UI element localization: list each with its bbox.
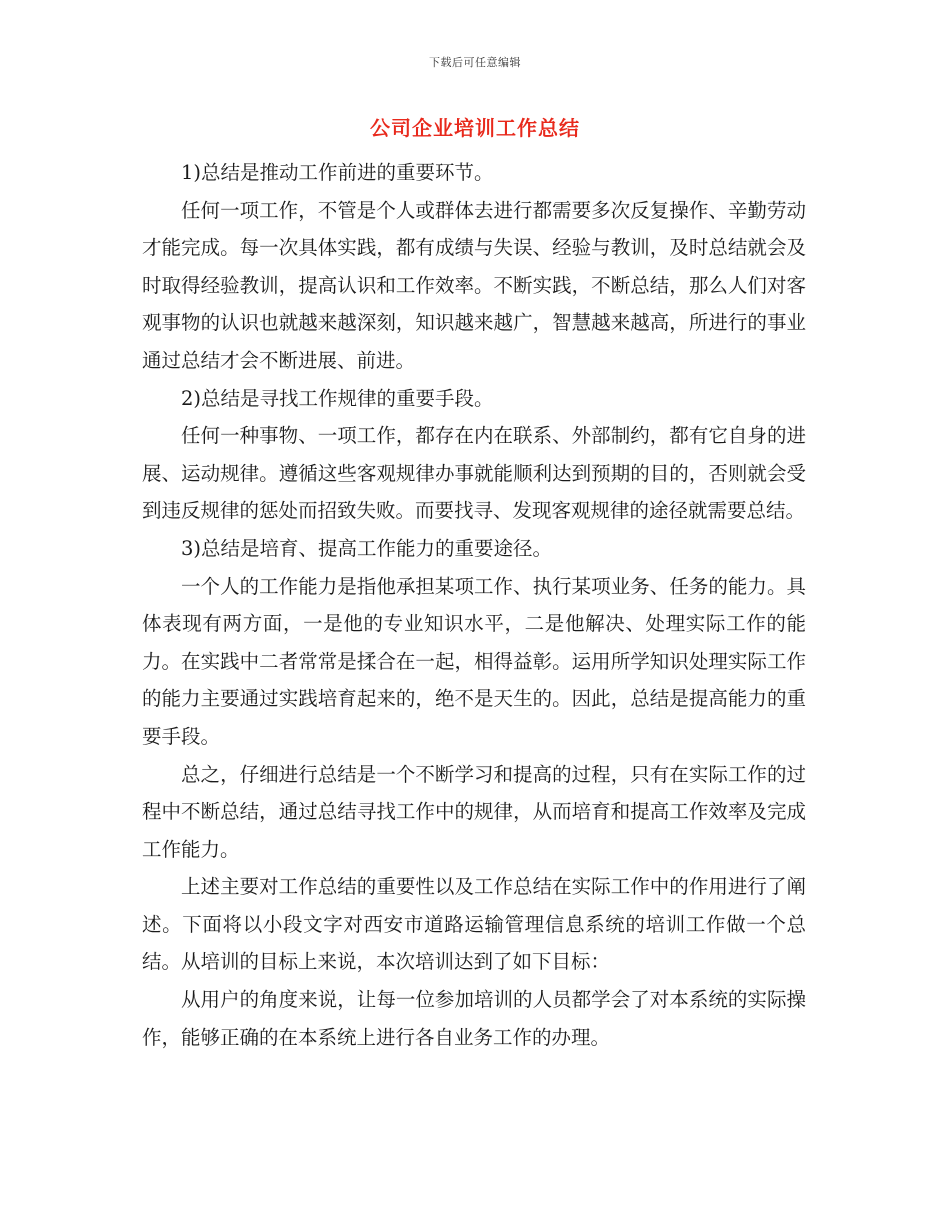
header-note: 下载后可任意编辑 bbox=[429, 56, 521, 69]
paragraph-8: 上述主要对工作总结的重要性以及工作总结在实际工作中的作用进行了阐述。下面将以小段文字对西安市道路运输管理信息系统的培训工作做一个总结。从培训的目标上来说，本次培训达到了如下目标： bbox=[142, 875, 806, 974]
paragraph-1: 1)总结是推动工作前进的重要环节。 bbox=[181, 161, 494, 184]
paragraph-2: 任何一项工作，不管是个人或群体去进行都需要多次反复操作、辛勤劳动才能完成。每一次具体实践，都有成绩与失误、经验与教训，及时总结就会及时取得经验教训，提高认识和工作效率。不断实践，不断总结，那么人们对客观事物的认识也就越来越深刻，知识越来越广，智慧越来越高，所进行的事业通过总结才会不断进展、前进。 bbox=[142, 198, 806, 372]
paragraph-6: 一个人的工作能力是指他承担某项工作、执行某项业务、任务的能力。具体表现有两方面，一是他的专业知识水平，二是他解决、处理实际工作的能力。在实践中二者常常是揉合在一起，相得益彰。运用所学知识处理实际工作的能力主要通过实践培育起来的，绝不是天生的。因此，总结是提高能力的重要手段。 bbox=[142, 574, 806, 748]
paragraph-5: 3)总结是培育、提高工作能力的重要途径。 bbox=[181, 536, 553, 560]
document-body bbox=[142, 154, 806, 1056]
paragraph-7: 总之，仔细进行总结是一个不断学习和提高的过程，只有在实际工作的过程中不断总结，通过总结寻找工作中的规律，从而培育和提高工作效率及完成工作能力。 bbox=[142, 762, 806, 861]
paragraph-4: 任何一种事物、一项工作，都存在内在联系、外部制约，都有它自身的进展、运动规律。遵循这些客观规律办事就能顺利达到预期的目的，否则就会受到违反规律的惩处而招致失败。而要找寻、发现客观规律的途径就需要总结。 bbox=[142, 424, 806, 523]
paragraph-9: 从用户的角度来说，让每一位参加培训的人员都学会了对本系统的实际操作，能够正确的在本系统上进行各自业务工作的办理。 bbox=[142, 988, 806, 1049]
document-title: 公司企业培训工作总结 bbox=[370, 116, 580, 140]
paragraph-3: 2)总结是寻找工作规律的重要手段。 bbox=[181, 386, 494, 410]
